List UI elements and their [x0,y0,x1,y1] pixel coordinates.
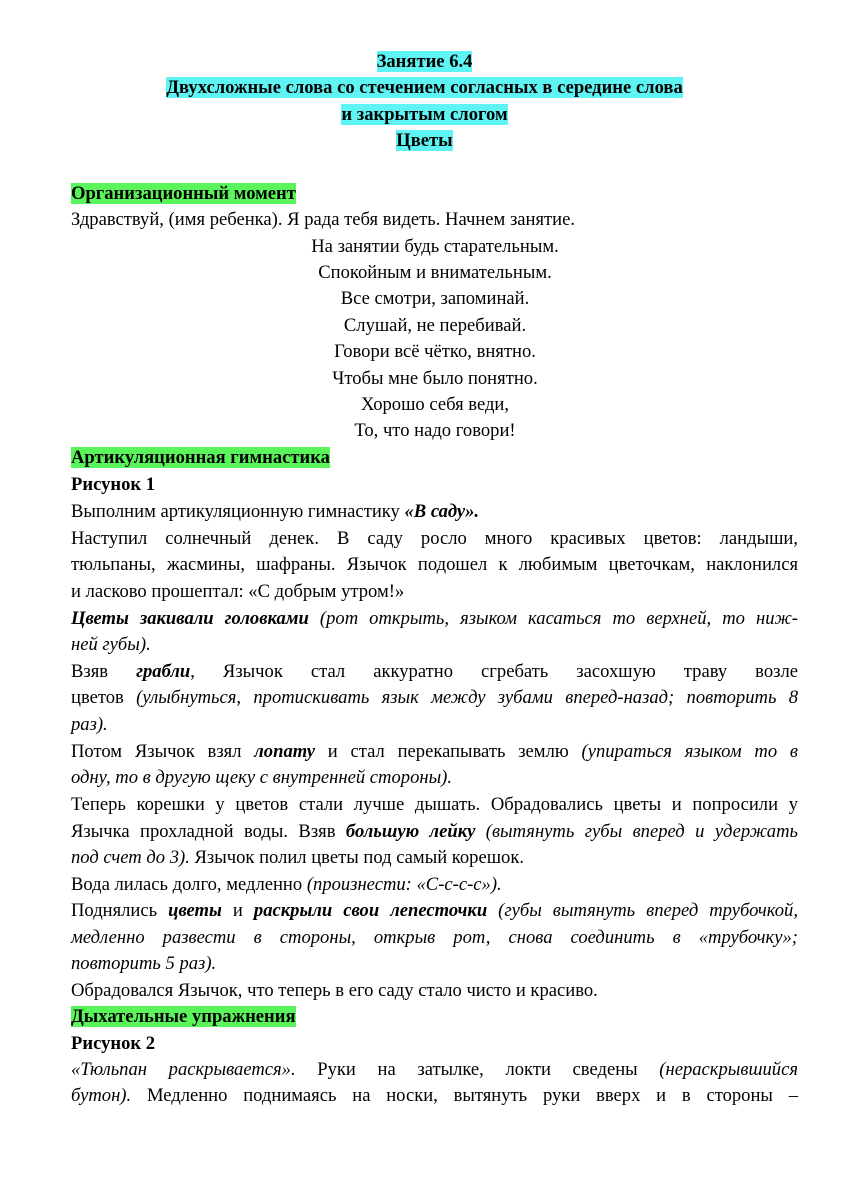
exercise-instruction: повторить 5 раз). [71,953,217,974]
exercise-instruction: одну, то в другую щеку с внутренней стороны). [71,767,453,788]
exercise-rake: Взяв грабли, Язычок стал аккуратно сгребать засохшую траву возле [71,661,799,682]
exercise-petals: Поднялись цветы и раскрыли свои лепесточки (губы вытянуть вперед трубочкой, [71,900,799,921]
poem-line: То, что надо говори! [354,420,516,441]
figure-caption: Рисунок 2 [71,1033,156,1054]
exercise-instruction: ней губы). [71,634,151,655]
poem-line: Говори всё чётко, внятно. [334,341,536,362]
lesson-topic-line1: Двухсложные слова со стечением согласных в середине слова [166,77,683,98]
exercise-instruction: медленно развести в стороны, открыв рот, снова соединить в «трубочку»; [71,927,798,948]
exercise-instruction: Язычка прохладной воды. Взяв большую лейку (вытянуть губы вперед и удержать [71,821,798,842]
exercise-instruction: бутон). Медленно поднимаясь на носки, вытянуть руки вверх и в стороны – [71,1085,798,1106]
exercise-watering-can: Теперь корешки у цветов стали лучше дышать. Обрадовались цветы и попросили у [71,794,798,815]
exercise-instruction: цветов (улыбнуться, протискивать язык между зубами вперед-назад; повторить 8 [71,687,799,708]
exercise-shovel: Потом Язычок взял лопату и стал перекапывать землю (упираться языком то в [71,741,798,762]
story-line: и ласково прошептал: «С добрым утром!» [71,581,405,602]
section-heading-breathing: Дыхательные упражнения [71,1006,296,1027]
exercise-instruction: раз). [71,714,108,735]
poem-line: Хорошо себя веди, [360,394,510,415]
story-line: тюльпаны, жасмины, шафраны. Язычок подошел к любимым цветочкам, наклонился [71,554,798,575]
lesson-topic-line2: и закрытым слогом [341,104,508,125]
story-line: Наступил солнечный денек. В саду росло много красивых цветов: ландыши, [71,528,798,549]
poem-line: Все смотри, запоминай. [340,288,530,309]
greeting-text: Здравствуй, (имя ребенка). Я рада тебя видеть. Начнем занятие. [71,209,576,230]
poem-line: Спокойным и внимательным. [318,262,552,283]
exercise-tulip: «Тюльпан раскрывается». Руки на затылке, локти сведены (нераскрывшийся [71,1059,798,1080]
poem-line: Слушай, не перебивай. [343,315,527,336]
poem-line: На занятии будь старательным. [311,236,559,257]
poem-line: Чтобы мне было понятно. [332,368,538,389]
section-heading-articulation: Артикуляционная гимнастика [71,447,330,468]
closing-text: Обрадовался Язычок, что теперь в его саду стало чисто и красиво. [71,980,598,1001]
lesson-subject: Цветы [396,130,453,151]
section-heading-organizational: Организационный момент [71,183,296,204]
exercise-water-flow: Вода лилась долго, медленно (произнести: «С-с-с-с»). [71,874,502,895]
lesson-number: Занятие 6.4 [376,51,473,72]
exercise-nodding-flowers: Цветы закивали головками (рот открыть, языком касаться то верхней, то ниж- [71,608,799,629]
figure-caption: Рисунок 1 [71,474,156,495]
exercise-instruction: под счет до 3). Язычок полил цветы под самый корешок. [71,847,525,868]
intro-paragraph: Выполним артикуляционную гимнастику «В саду». [71,501,480,522]
